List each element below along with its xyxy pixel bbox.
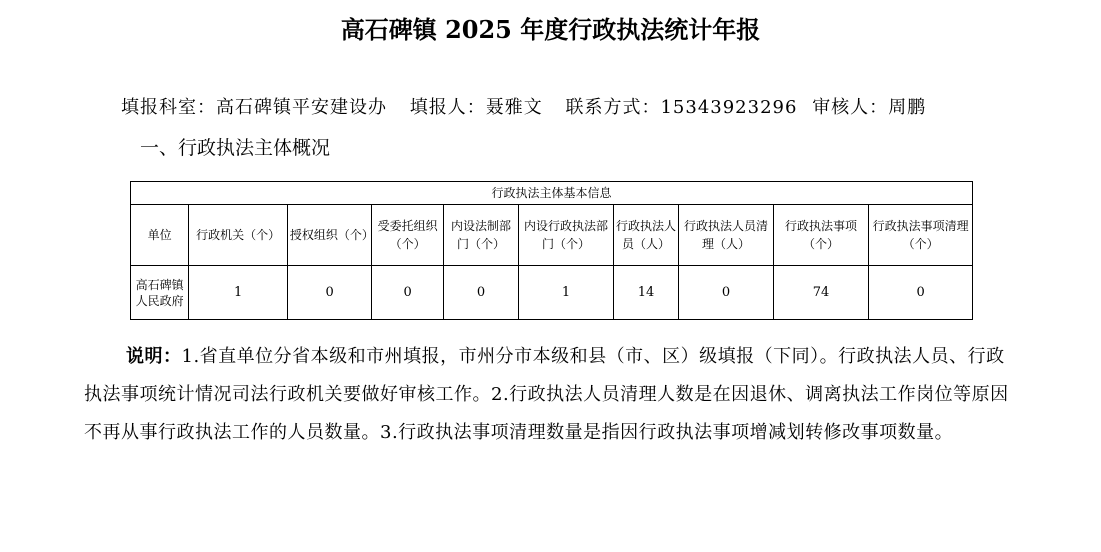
report-info-line: [121, 93, 926, 119]
contact-label: 联系方式：: [565, 97, 661, 118]
enforcement-subject-table: [130, 181, 973, 320]
filler-value: 聂雅文: [485, 97, 543, 118]
value-cell: 0: [443, 266, 518, 320]
reviewer-label: 审核人：: [812, 97, 889, 118]
dept-value: 高石碑镇平安建设办: [216, 97, 387, 118]
table-row: [131, 266, 973, 320]
header-cell: 内设行政执法部门（个）: [519, 205, 614, 266]
notes-text: 1.省直单位分省本级和市州填报，市州分市本级和县（市、区）级填报（下同）。行政执法人员、行政执法事项统计情况司法行政机关要做好审核工作。2.行政执法人员清理人数是在因退休、调离执法工作岗位等原因不再从事行政执法工作的人员数量。3.行政执法事项清理数量是指因行政执法事项增减划转修改事项数量。: [84, 346, 1009, 443]
table-caption: 行政执法主体基本信息: [131, 182, 973, 205]
value-cell: 0: [679, 266, 774, 320]
section-heading: 一、行政执法主体概况: [140, 137, 331, 159]
value-cell: 74: [773, 266, 869, 320]
value-cell: 1: [189, 266, 288, 320]
notes-lead: 说明：: [126, 346, 182, 367]
header-cell: 行政机关（个）: [189, 205, 288, 266]
header-cell: 授权组织（个）: [287, 205, 372, 266]
header-cell: 行政执法人员清理（人）: [679, 205, 774, 266]
contact-value: 15343923296: [660, 97, 798, 118]
value-cell: 14: [613, 266, 678, 320]
header-cell: 行政执法事项（个）: [773, 205, 869, 266]
value-cell: 0: [287, 266, 372, 320]
report-title: 高石碑镇 2025 年度行政执法统计年报: [340, 15, 761, 44]
unit-cell: 高石碑镇人民政府: [131, 266, 189, 320]
value-cell: 0: [869, 266, 973, 320]
dept-label: 填报科室：: [121, 97, 216, 118]
value-cell: 0: [372, 266, 443, 320]
header-cell: 单位: [131, 205, 189, 266]
notes-paragraph: [84, 338, 1020, 452]
filler-label: 填报人：: [409, 97, 486, 118]
header-cell: 内设法制部门（个）: [443, 205, 518, 266]
value-cell: 1: [519, 266, 614, 320]
table-header-row: [131, 205, 973, 266]
header-cell: 行政执法事项清理（个）: [869, 205, 973, 266]
header-cell: 受委托组织（个）: [372, 205, 443, 266]
header-cell: 行政执法人员（人）: [613, 205, 678, 266]
reviewer-value: 周鹏: [888, 97, 927, 118]
